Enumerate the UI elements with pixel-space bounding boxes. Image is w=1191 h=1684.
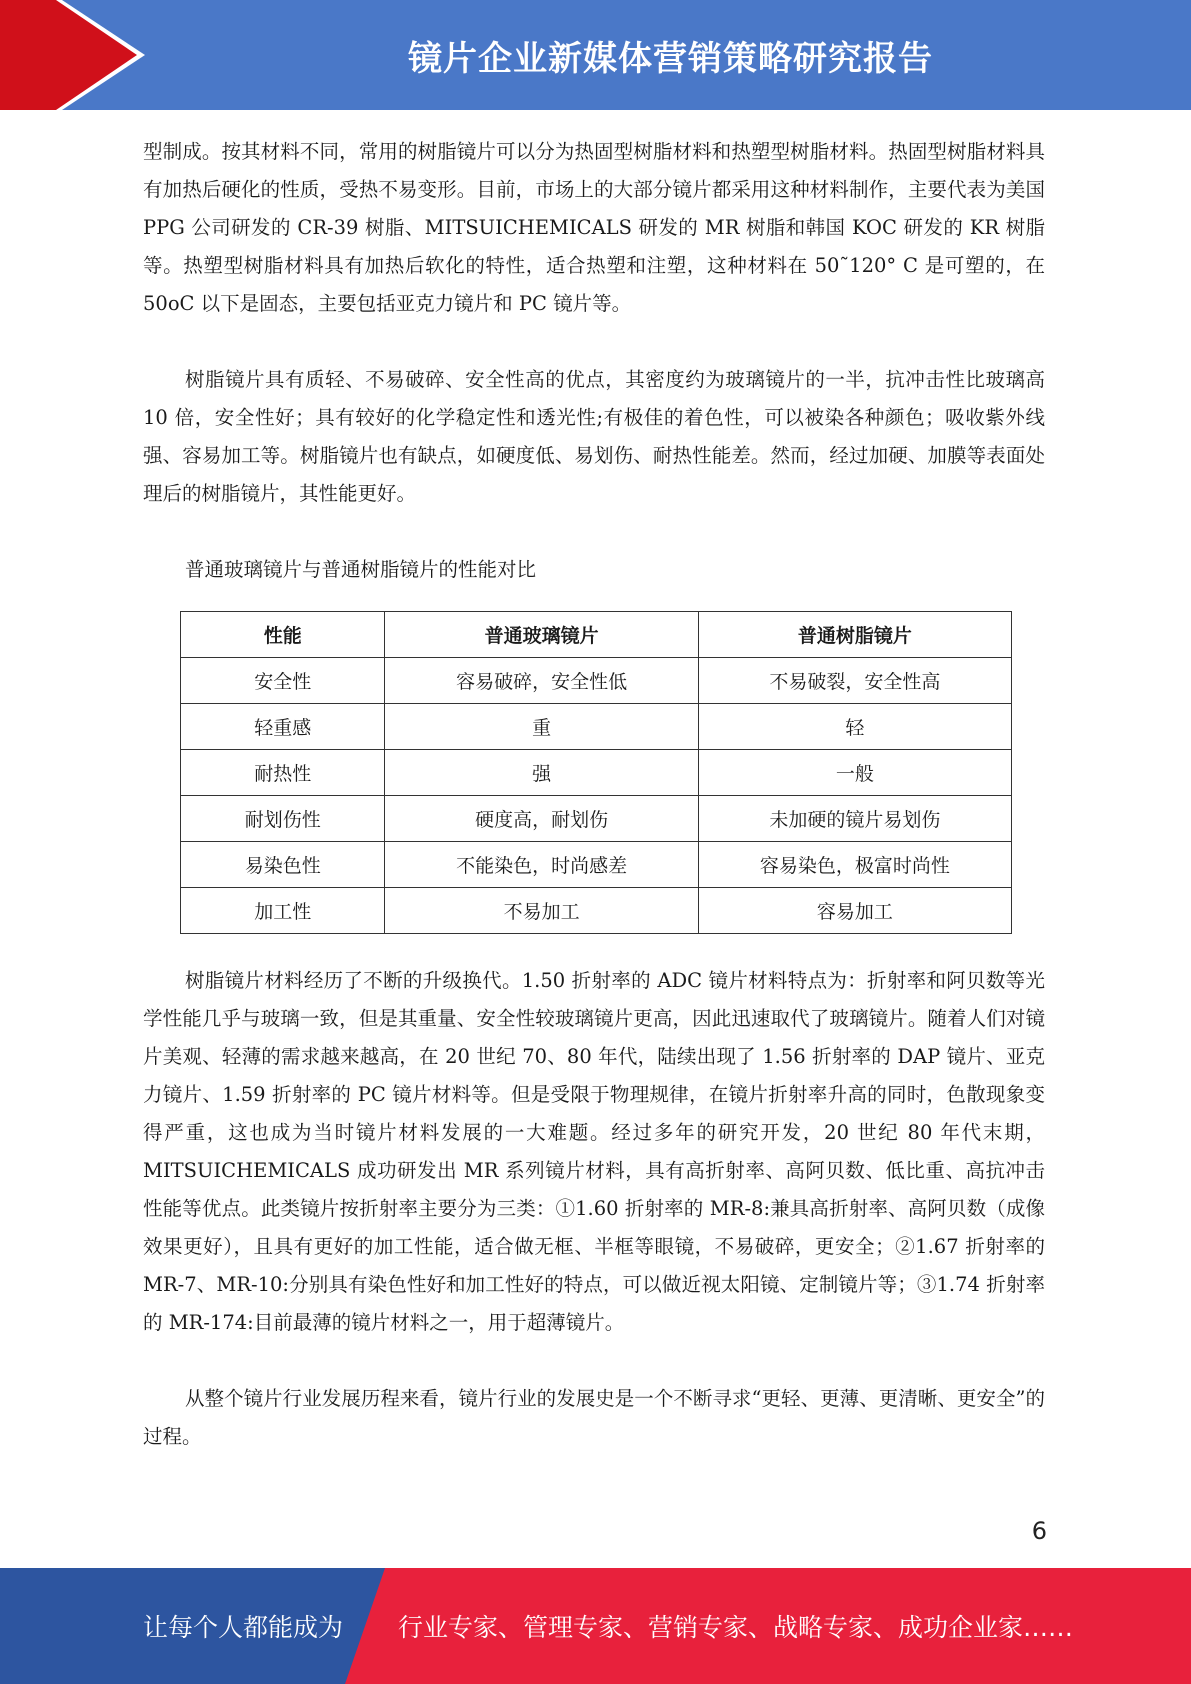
header-arrow-icon [0,0,160,110]
table-cell: 重 [385,704,698,750]
paragraph-material-evolution: 树脂镜片材料经历了不断的升级换代。1.50 折射率的 ADC 镜片材料特点为：折射率和阿贝数等光学性能几乎与玻璃一致，但是其重量、安全性较玻璃镜片更高，因此迅速取代了玻璃镜片。随着人们对镜片美观、轻薄的需求越来越高，在 20 世纪 70、80 年代，陆续出现了 1.56 折射率的 DAP 镜片、亚克力镜片、1.59 折射率的 PC 镜片材料等。但是受限于物理规律，在镜片折射率升高的同时，色散现象变得严重，这也成为当时镜片材料发展的一大难题。经过多年的研究开发，20 世纪 80 年代末期，MITSUICHEMICALS 成功研发出 MR 系列镜片材料，具有高折射率、高阿贝数、低比重、高抗冲击性能等优点。此类镜片按折射率主要分为三类：①1.60 折射率的 MR-8:兼具高折射率、高阿贝数（成像效果更好），且具有更好的加工性能，适合做无框、半框等眼镜，不易破碎，更安全；②1.67 折射率的 MR-7、MR-10:分别具有染色性好和加工性好的特点，可以做近视太阳镜、定制镜片等；③1.74 折射率的 MR-174:目前最薄的镜片材料之一，用于超薄镜片。 [143,969,1045,1334]
table-cell: 一般 [698,750,1011,796]
page-header [0,0,1191,110]
table-cell: 轻 [698,704,1011,750]
table-row [181,658,1012,704]
table-cell: 轻重感 [181,704,385,750]
table-caption: 普通玻璃镜片与普通树脂镜片的性能对比 [185,558,537,581]
table-cell: 不能染色，时尚感差 [385,842,698,888]
paragraph-resin-advantages: 树脂镜片具有质轻、不易破碎、安全性高的优点，其密度约为玻璃镜片的一半，抗冲击性比玻璃高 10 倍，安全性好；具有较好的化学稳定性和透光性;有极佳的着色性，可以被染各种颜色；吸收紫外线强、容易加工等。树脂镜片也有缺点，如硬度低、易划伤、耐热性能差。然而，经过加硬、加膜等表面处理后的树脂镜片，其性能更好。 [143,368,1045,505]
table-header-cell: 性能 [181,612,385,658]
table-cell: 不易破裂，安全性高 [698,658,1011,704]
table-header-cell: 普通树脂镜片 [698,612,1011,658]
table-row [181,704,1012,750]
table-cell: 硬度高，耐划伤 [385,796,698,842]
footer-slogan-right: 行业专家、管理专家、营销专家、战略专家、成功企业家…… [398,1613,1074,1642]
table-row [181,750,1012,796]
paragraph-materials: 型制成。按其材料不同，常用的树脂镜片可以分为热固型树脂材料和热塑型树脂材料。热固型树脂材料具有加热后硬化的性质，受热不易变形。目前，市场上的大部分镜片都采用这种材料制作，主要代表为美国 PPG 公司研发的 CR-39 树脂、MITSUICHEMICALS 研发的 MR 树脂和韩国 KOC 研发的 KR 树脂等。热塑型树脂材料具有加热后软化的特性，适合热塑和注塑，这种材料在 50˜120° C 是可塑的，在 50oC 以下是固态，主要包括亚克力镜片和 PC 镜片等。 [143,140,1045,315]
document-body [143,133,1045,1456]
table-cell: 容易染色，极富时尚性 [698,842,1011,888]
table-header-cell: 普通玻璃镜片 [385,612,698,658]
header-title: 镜片企业新媒体营销策略研究报告 [408,38,933,79]
comparison-table [180,611,1012,934]
table-cell: 容易破碎，安全性低 [385,658,698,704]
table-cell: 未加硬的镜片易划伤 [698,796,1011,842]
table-row [181,888,1012,934]
paragraph-industry-summary: 从整个镜片行业发展历程来看，镜片行业的发展史是一个不断寻求“更轻、更薄、更清晰、更安全”的过程。 [143,1387,1045,1448]
table-cell: 安全性 [181,658,385,704]
table-header-row [181,612,1012,658]
table-cell: 加工性 [181,888,385,934]
page-footer [0,1568,1191,1684]
table-cell: 耐划伤性 [181,796,385,842]
table-cell: 易染色性 [181,842,385,888]
table-row [181,842,1012,888]
table-cell: 容易加工 [698,888,1011,934]
page-number: 6 [1031,1517,1047,1545]
footer-slogan-left: 让每个人都能成为 [143,1613,344,1642]
table-row [181,796,1012,842]
table-cell: 耐热性 [181,750,385,796]
table-cell: 强 [385,750,698,796]
table-cell: 不易加工 [385,888,698,934]
